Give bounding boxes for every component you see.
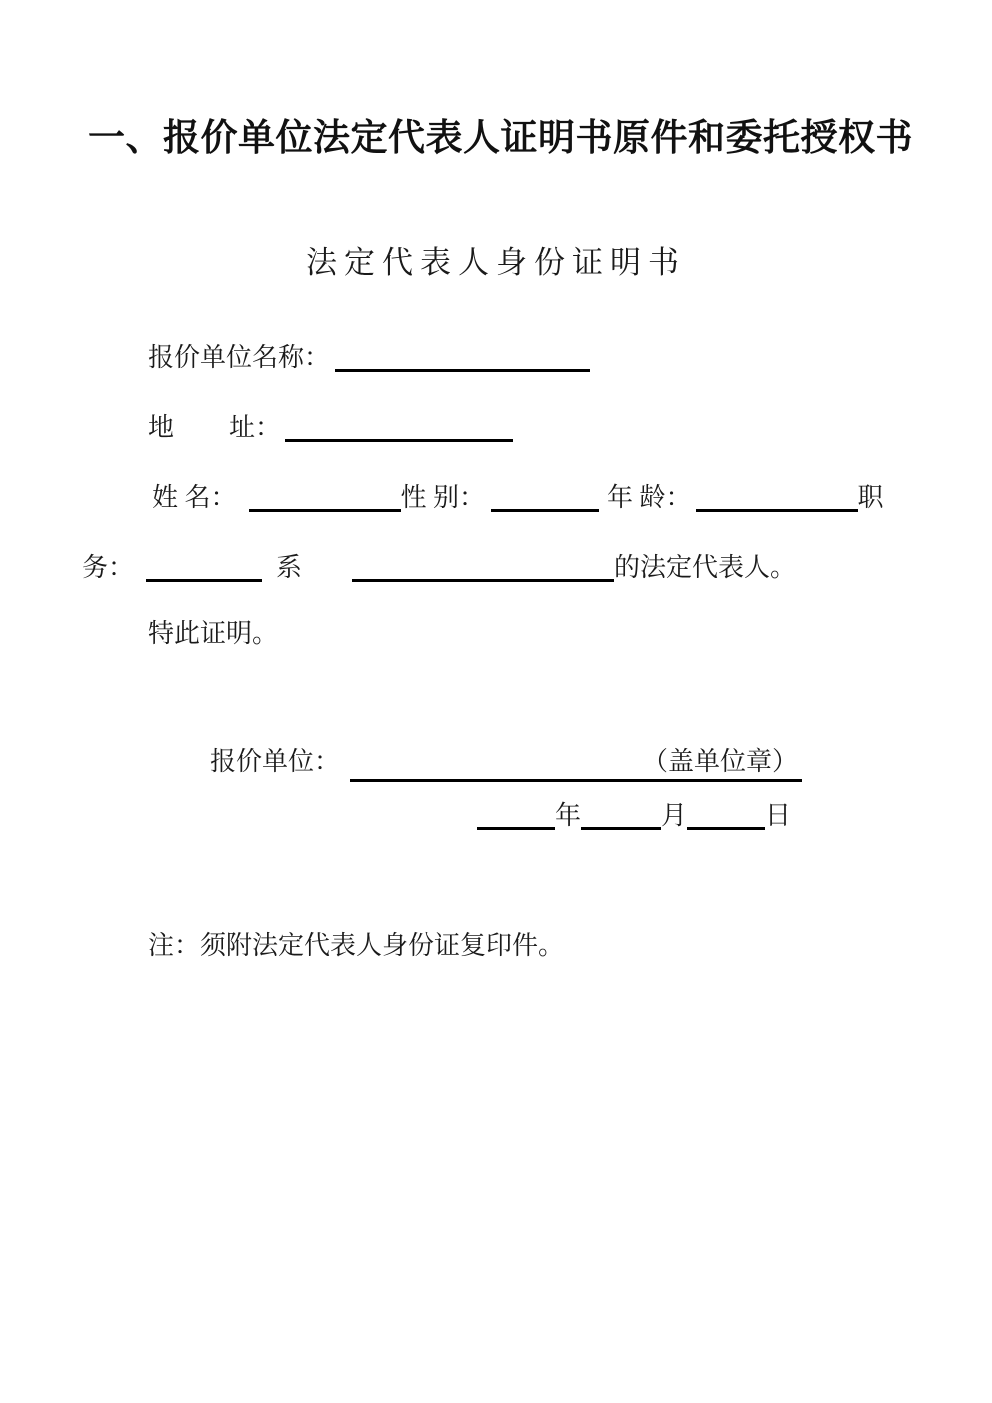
month-blank[interactable] [581,820,661,830]
job-title-blank[interactable] [146,572,262,582]
person-info-row [152,482,884,515]
form-title: 法定代表人身份证明书 [306,245,686,280]
company-name-blank[interactable] [335,362,590,372]
seal-hint: （盖单位章） [642,747,799,776]
address-blank[interactable] [285,432,513,442]
quote-company-signature-blank[interactable] [350,746,802,782]
address-label-part1: 地 [148,413,175,442]
year-blank[interactable] [477,820,555,830]
job-title-label-tail: 务： [82,553,135,582]
address-label-part2: 址： [229,413,282,442]
legal-rep-suffix: 的法定代表人。 [614,553,797,582]
day-blank[interactable] [687,820,765,830]
signature-label: 报价单位： [210,747,341,776]
company-name-row [148,342,590,375]
duty-affiliation-row [82,552,796,585]
address-row [148,412,513,445]
affiliation-company-blank[interactable] [352,572,614,582]
name-label: 姓 名： [152,483,237,512]
gender-label: 性 别： [400,483,486,512]
month-label: 月 [661,801,688,830]
age-blank[interactable] [696,502,858,512]
date-row [477,800,791,833]
page-title: 一、报价单位法定代表人证明书原件和委托授权书 [88,118,913,159]
gender-blank[interactable] [491,502,599,512]
company-name-label: 报价单位名称： [148,343,331,372]
footnote-text: 注：须附法定代表人身份证复印件。 [148,931,565,960]
job-title-label-head: 职 [857,483,884,512]
statement-text: 特此证明。 [148,619,279,648]
name-blank[interactable] [249,502,401,512]
age-label: 年 龄： [607,483,692,512]
day-label: 日 [765,801,792,830]
signature-row [210,746,802,782]
affiliation-label: 系 [276,553,303,582]
year-label: 年 [555,801,582,830]
